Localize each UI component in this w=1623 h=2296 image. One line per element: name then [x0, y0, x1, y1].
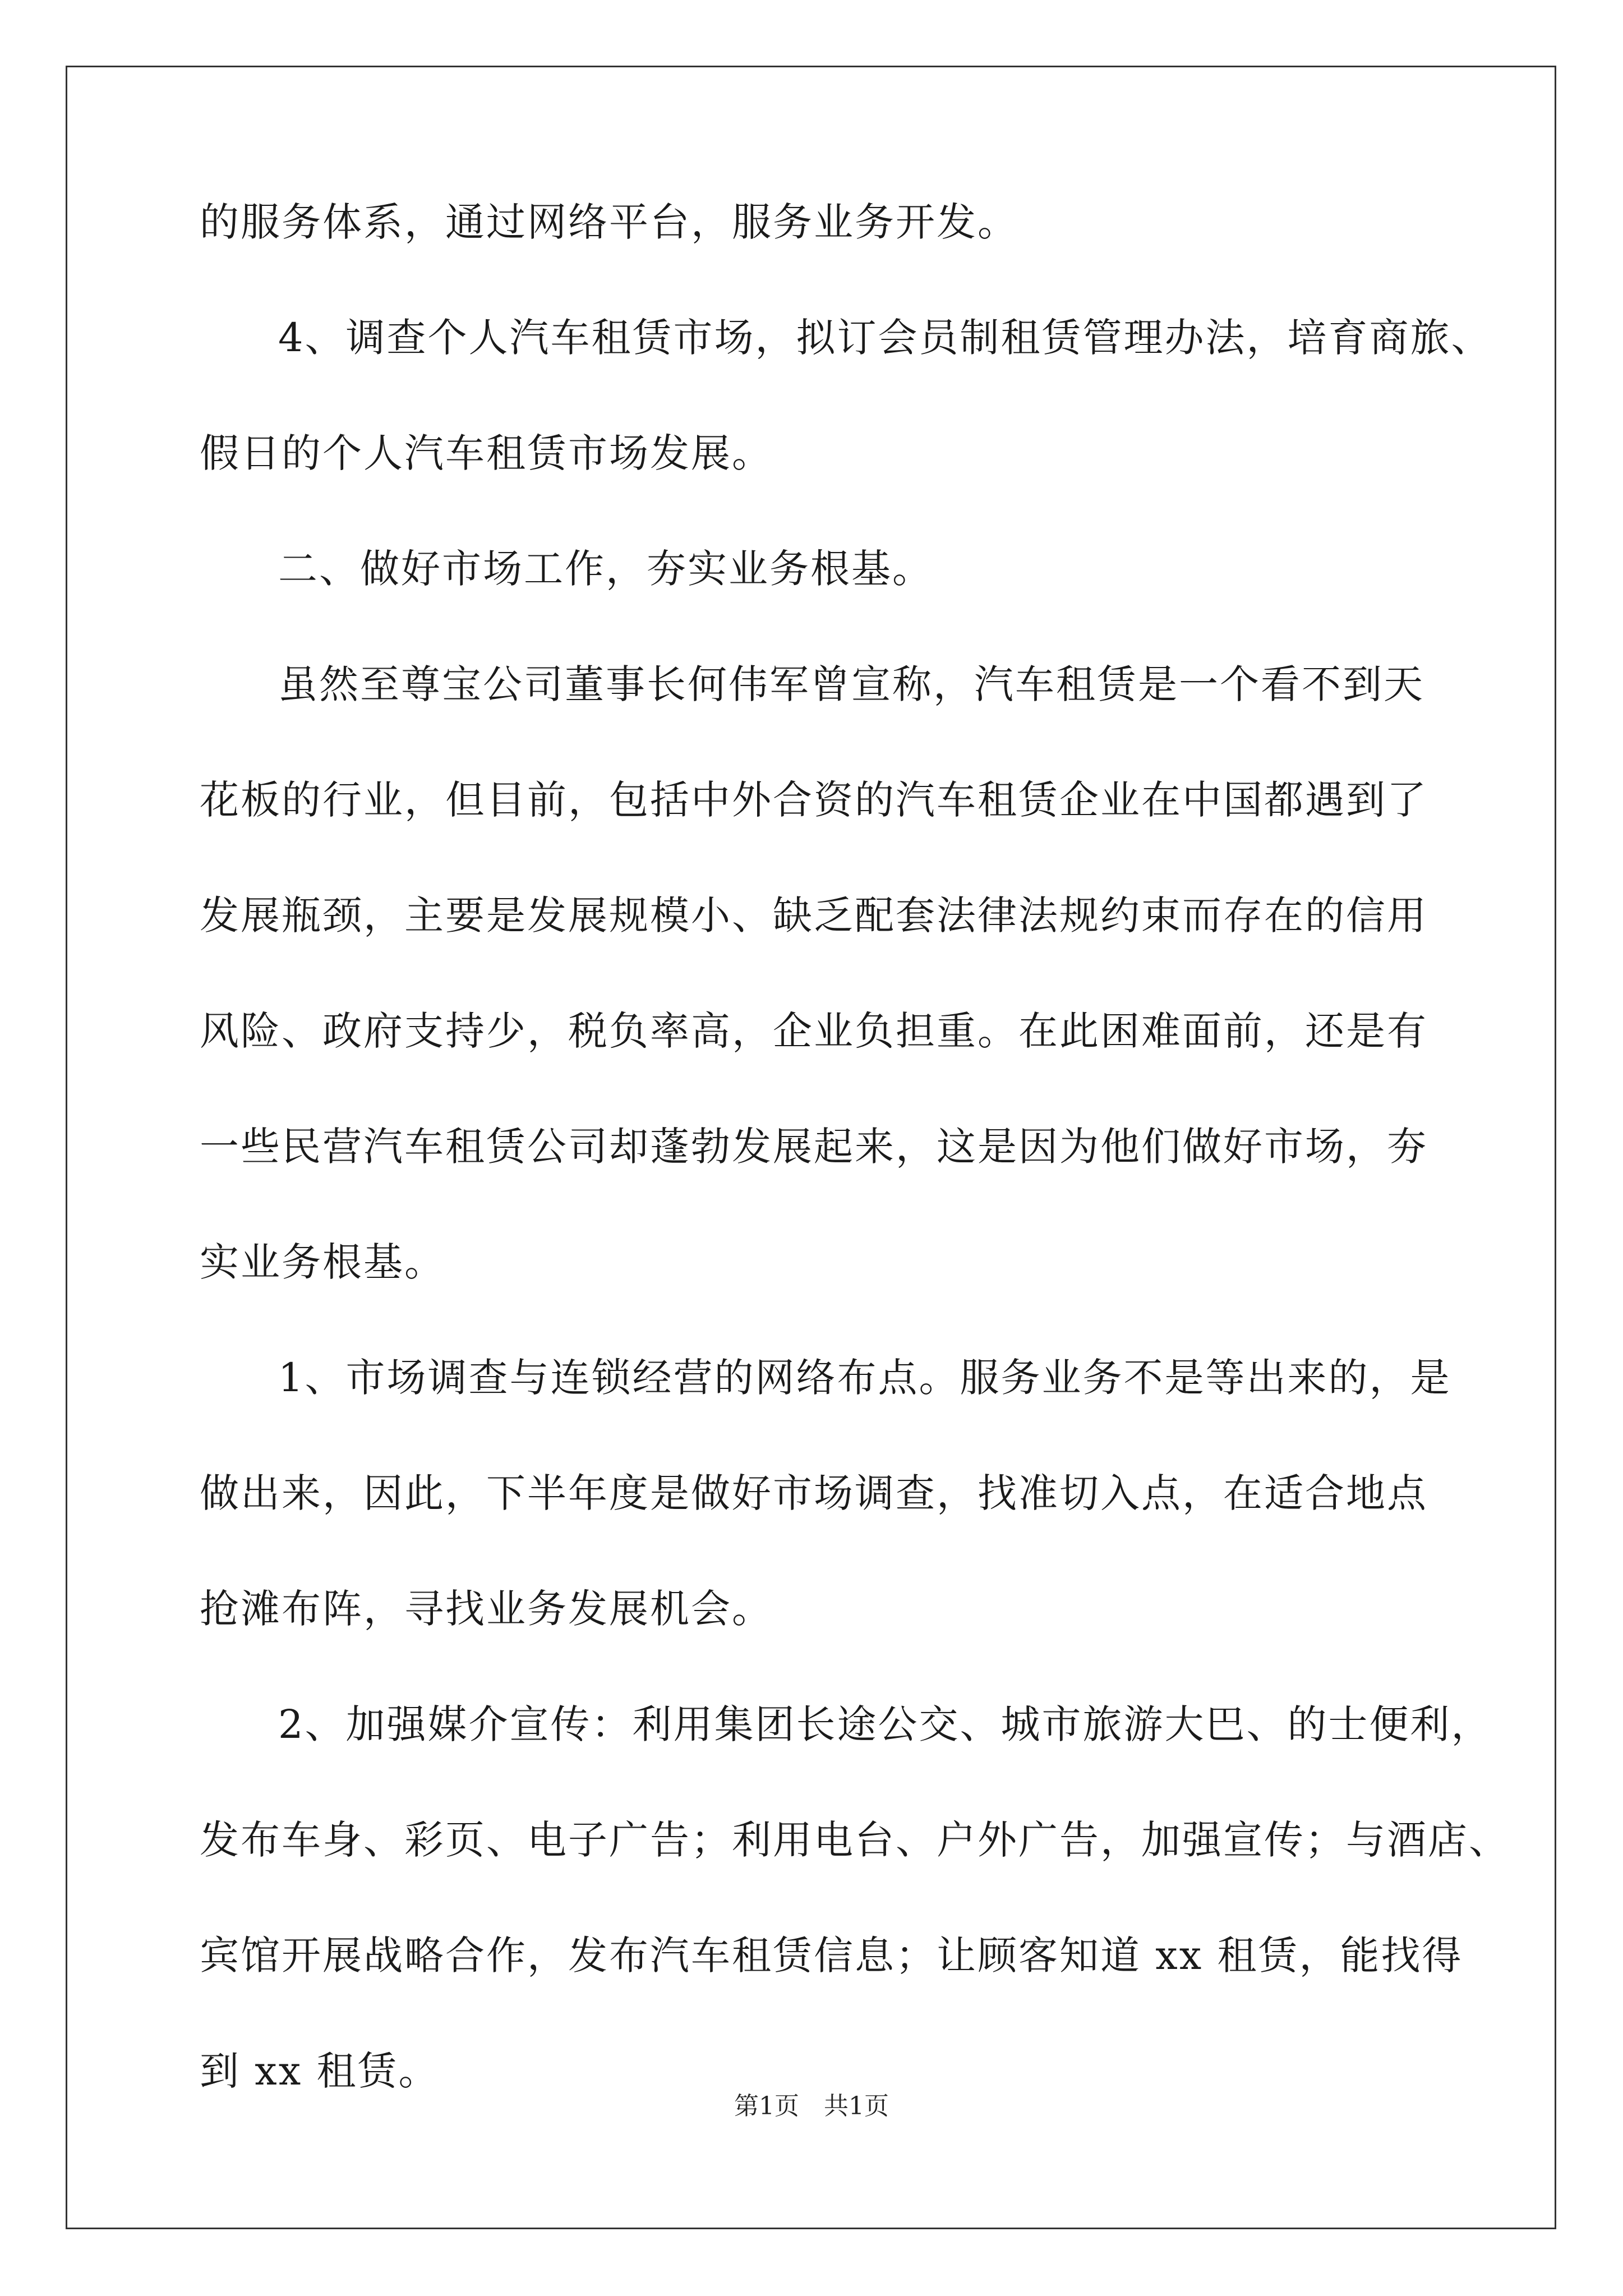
paragraph-2-line-1: 4、调查个人汽车租赁市场，拟订会员制租赁管理办法，培育商旅、 [278, 315, 1492, 361]
paragraph-6-line-4: 到 xx 租赁。 [200, 2048, 440, 2094]
document-body [200, 196, 1510, 2161]
paragraph-4-line-3: 发展瓶颈，主要是发展规模小、缺乏配套法律法规约束而存在的信用 [200, 892, 1428, 938]
paragraph-2-line-2: 假日的个人汽车租赁市场发展。 [200, 430, 773, 476]
paragraph-4-line-4: 风险、政府支持少，税负率高，企业负担重。在此困难面前，还是有 [200, 1008, 1428, 1054]
paragraph-4-line-5: 一些民营汽车租赁公司却蓬勃发展起来，这是因为他们做好市场，夯 [200, 1124, 1428, 1170]
paragraph-6-line-3: 宾馆开展战略合作，发布汽车租赁信息；让顾客知道 xx 租赁，能找得 [200, 1932, 1463, 1978]
page-footer: 第1页 共1页 [734, 2092, 889, 2120]
paragraph-5-line-2: 做出来，因此，下半年度是做好市场调查，找准切入点，在适合地点 [200, 1470, 1428, 1516]
paragraph-3-line-1: 二、做好市场工作，夯实业务根基。 [278, 546, 933, 592]
paragraph-6-line-1: 2、加强媒介宣传：利用集团长途公交、城市旅游大巴、的士便利， [278, 1701, 1492, 1747]
paragraph-4-line-6: 实业务根基。 [200, 1239, 445, 1285]
paragraph-4-line-1: 虽然至尊宝公司董事长何伟军曾宣称，汽车租赁是一个看不到天 [278, 661, 1424, 707]
paragraph-6-line-2: 发布车身、彩页、电子广告；利用电台、户外广告，加强宣传；与酒店、 [200, 1817, 1510, 1863]
paragraph-5-line-3: 抢滩布阵，寻找业务发展机会。 [200, 1586, 773, 1632]
paragraph-5-line-1: 1、市场调查与连锁经营的网络布点。服务业务不是等出来的，是 [278, 1355, 1451, 1401]
paragraph-4-line-2: 花板的行业，但目前，包括中外合资的汽车租赁企业在中国都遇到了 [200, 777, 1428, 823]
paragraph-1-line-1: 的服务体系，通过网络平台，服务业务开发。 [200, 199, 1018, 245]
